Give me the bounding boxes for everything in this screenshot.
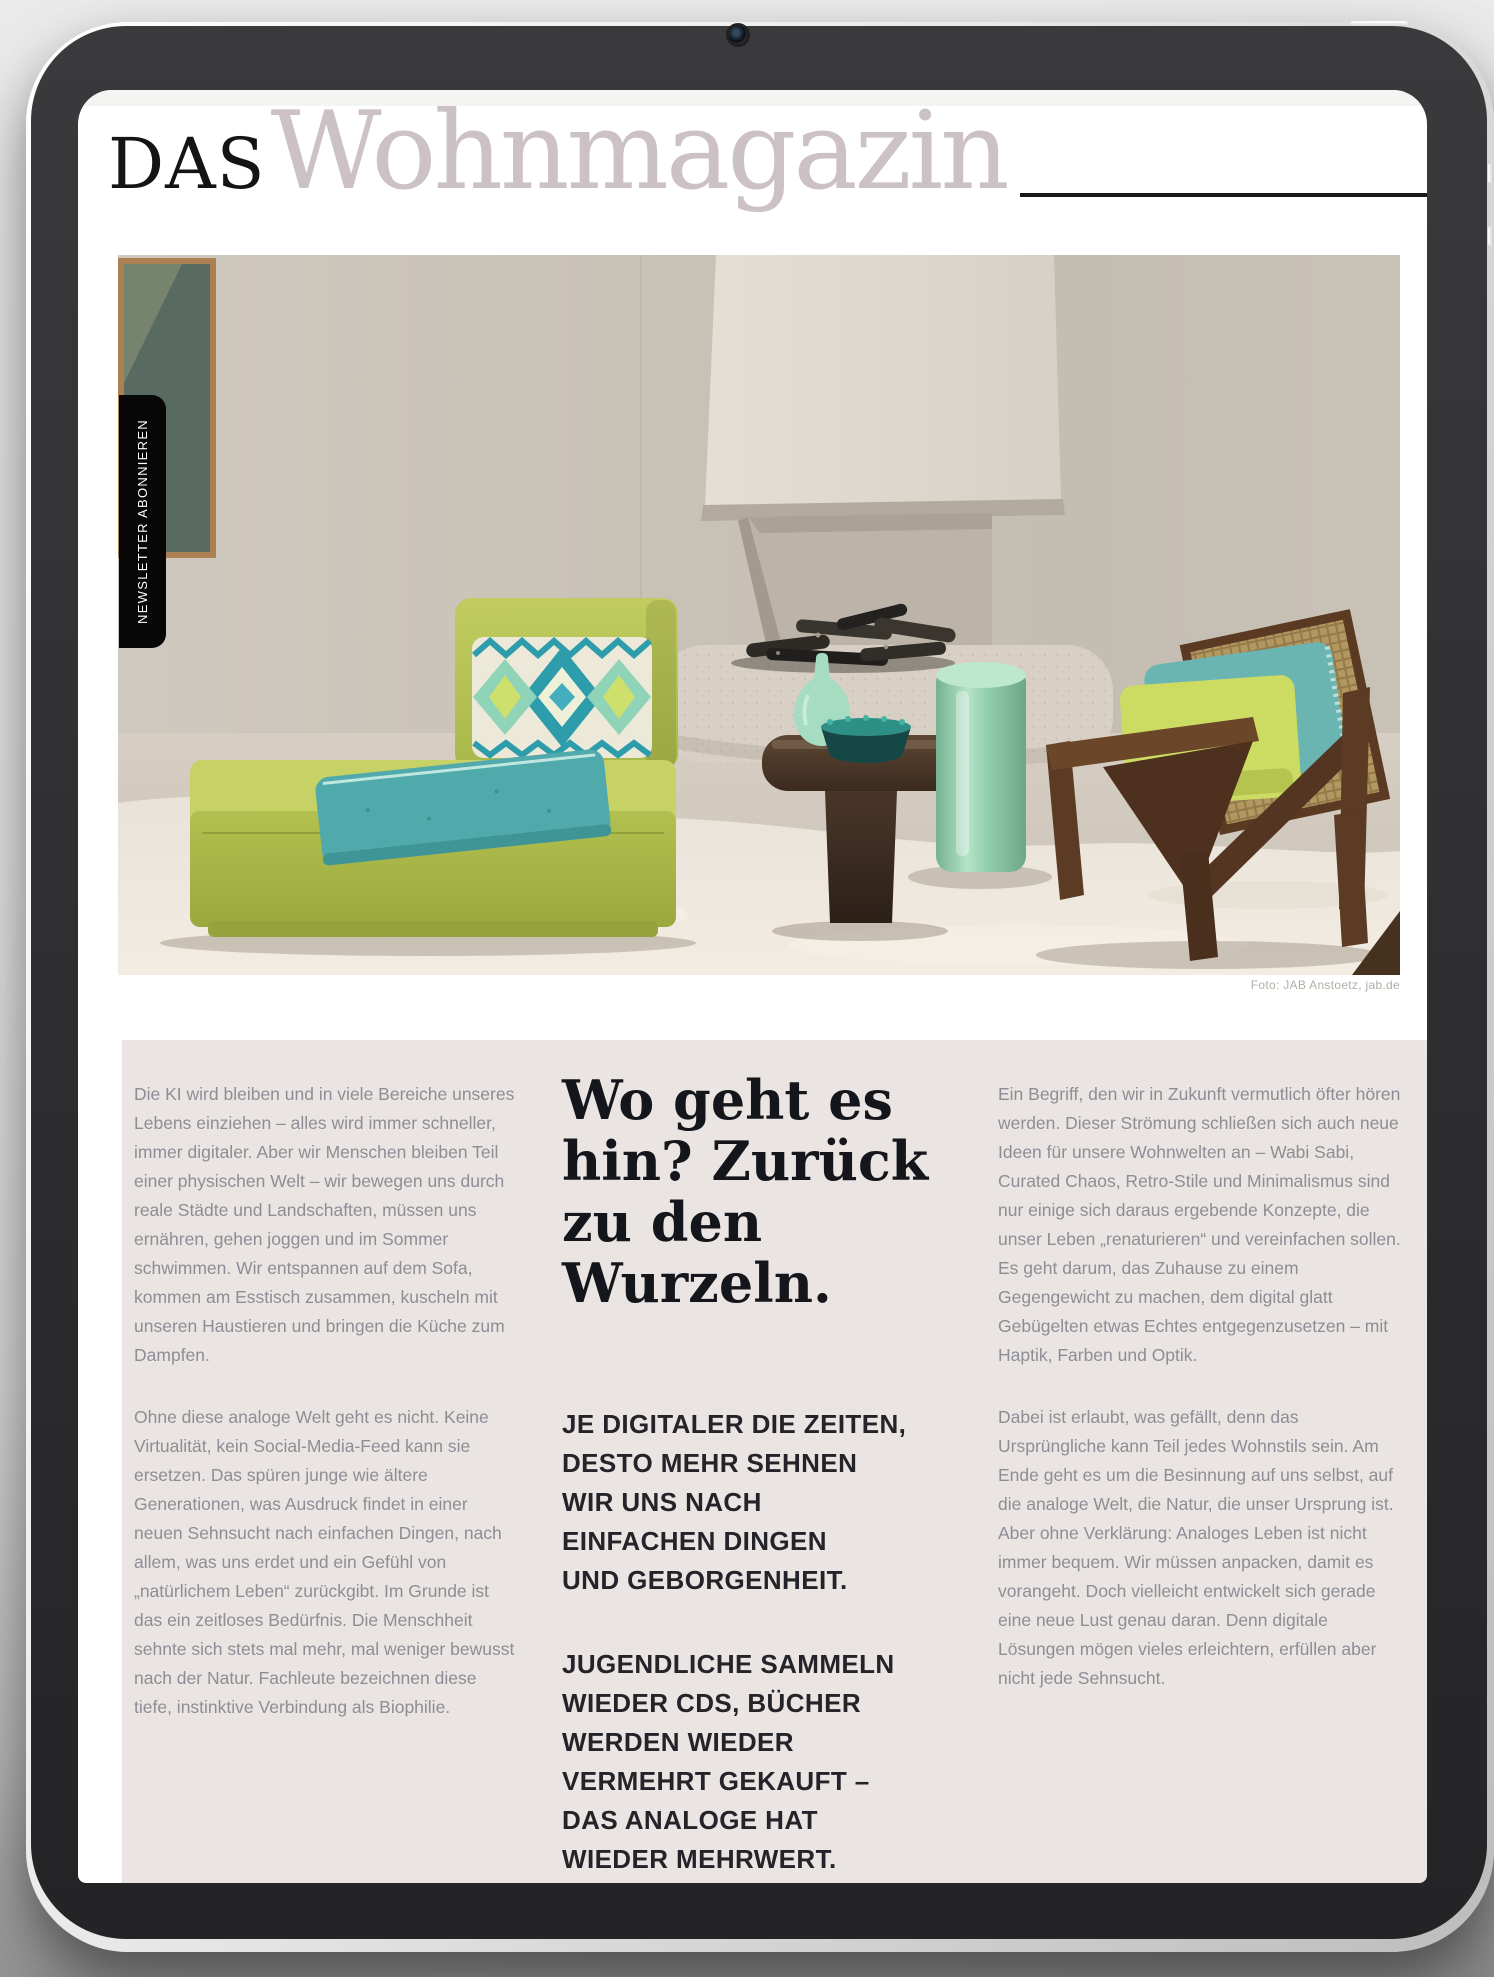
- masthead-rule: [1020, 193, 1427, 197]
- paragraph: Ohne diese analoge Welt geht es nicht. Keine Virtualität, kein Social-Media-Feed kann sie ersetzen. Das spüren junge wie ältere Generationen, was Ausdruck findet in einer neuen Sehnsucht nach einfachen Dingen, nach allem, was uns erdet und ein Gefühl von „natürlichem Leben“ zurückgibt. Im Grunde ist das ein zeitloses Bedürfnis. Die Menschheit sehnte sich stets mal mehr, mal weniger bewusst nach der Natur. Fachleute bezeichnen diese tiefe, instinktive Verbindung als Biophilie.: [134, 1407, 515, 1717]
- article-headline: Wo geht es hin? Zurück zu den Wurzeln.: [562, 1068, 929, 1315]
- front-camera-icon: [729, 26, 747, 44]
- article-column-right: [998, 1080, 1402, 1726]
- article-column-middle: [562, 1070, 986, 1879]
- newsletter-subscribe-tab[interactable]: [119, 395, 166, 648]
- fireplace-hood: [701, 255, 1065, 521]
- article-deck-1: JE DIGITALER DIE ZEITEN, DESTO MEHR SEHNEN WIR UNS NACH EINFACHEN DINGEN UND GEBORGENHEIT.: [562, 1409, 907, 1595]
- hero-image: [118, 255, 1400, 975]
- paragraph: Ein Begriff, den wir in Zukunft vermutlich öfter hören werden. Dieser Strömung schließen sich auch neue Ideen für unsere Wohnwelten an – Wabi Sabi, Curated Chaos, Retro-Stile und Minimalismus sind nur einige sich daraus ergebende Konzepte, die unser Leben „renaturieren“ und vereinfachen sollen. Es geht darum, das Zuhause zu einem Gegengewicht zu machen, dem digital glatt Gebügelten etwas Echtes entgegenzusetzen – mit Haptik, Farben und Optik.: [998, 1084, 1401, 1365]
- logo-prefix: DAS: [108, 123, 266, 205]
- logo-name: Wohnmagazin: [270, 90, 1007, 214]
- teal-bowl: [821, 715, 911, 763]
- browser-screen: [78, 90, 1427, 1883]
- volume-down-button: [1488, 226, 1494, 246]
- article-panel: [122, 1040, 1427, 1883]
- living-room-illustration: [118, 255, 1400, 975]
- article-column-left: [134, 1080, 516, 1755]
- ikat-pillow: [472, 637, 652, 758]
- photo-credit: Foto: JAB Anstoetz, jab.de: [1250, 978, 1400, 992]
- paragraph: Die KI wird bleiben und in viele Bereiche unseres Lebens einziehen – alles wird immer schneller, immer digitaler. Aber wir Menschen bleiben Teil einer physischen Welt – wir bewegen uns durch reale Städte und Landschaften, müssen uns ernähren, gehen joggen und im Sommer schwimmen. Wir entspannen auf dem Sofa, kommen am Esstisch zusammen, kuscheln mit unseren Haustieren und bringen die Küche zum Dampfen.: [134, 1084, 515, 1365]
- article-deck-2: JUGENDLICHE SAMMELN WIEDER CDS, BÜCHER WERDEN WIEDER VERMEHRT GEKAUFT – DAS ANALOGE HAT WIEDER MEHRWERT.: [562, 1649, 895, 1874]
- paragraph: Dabei ist erlaubt, was gefällt, denn das Ursprüngliche kann Teil jedes Wohnstils sein. Am Ende geht es um die Besinnung auf uns selbst, auf die analoge Welt, die Natur, die unser Ursprung ist. Aber ohne Verklärung: Analoges Leben ist nicht immer bequem. Wir müssen anpacken, damit es vorangeht. Doch vielleicht entwickelt sich gerade eine neue Lust genau daran. Denn digitale Lösungen mögen vieles erleichtern, erfüllen aber nicht jede Sehnsucht.: [998, 1407, 1394, 1688]
- volume-up-button: [1488, 163, 1494, 183]
- newsletter-tab-label: NEWSLETTER ABONNIEREN: [135, 419, 150, 624]
- site-logo[interactable]: [108, 90, 1007, 258]
